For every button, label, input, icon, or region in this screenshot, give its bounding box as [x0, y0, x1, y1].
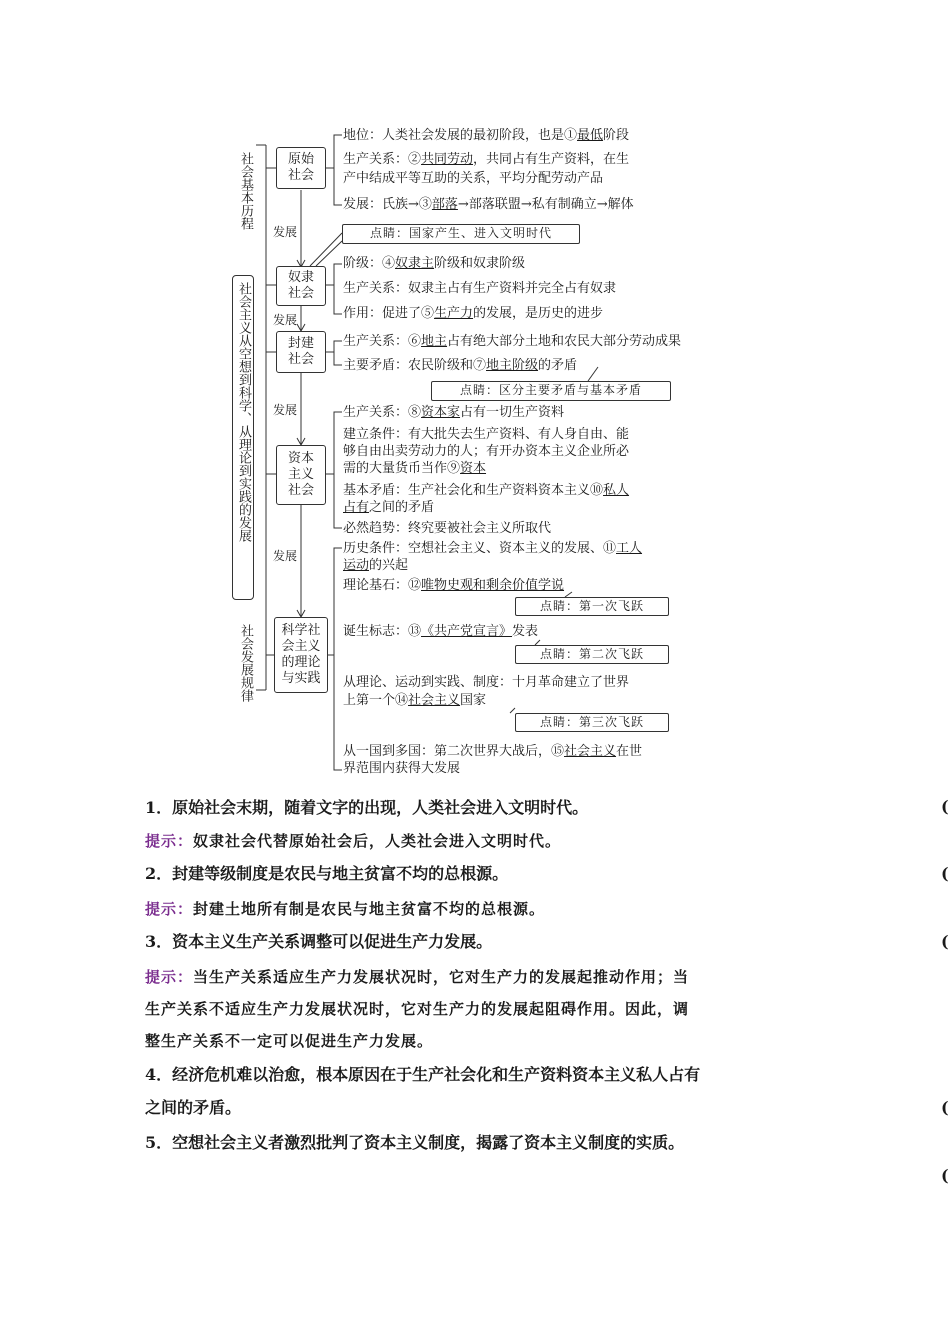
- primitive-dev: 发展：氏族→③部落→部落联盟→私有制确立→解体: [343, 197, 634, 212]
- capitalist-basic: 基本矛盾：生产社会化和生产资料资本主义⑩私人: [343, 483, 630, 498]
- hint-3-line2: 生产关系不适应生产力发展状况时，它对生产力的发展起阻碍作用。因此，调: [145, 1000, 690, 1018]
- stage-scientific: 科学社会主义的理论与实践: [274, 617, 328, 693]
- feudal-relation: 生产关系：⑥地主占有绝大部分土地和农民大部分劳动成果: [343, 334, 682, 349]
- blank-4: 奴隶主: [395, 256, 435, 271]
- develop-label: 发展: [273, 403, 298, 417]
- slave-relation: 生产关系：奴隶主占有生产资料并完全占有奴隶: [343, 281, 617, 296]
- answer-paren: (: [941, 864, 949, 883]
- hint-3-line1: 提示：当生产关系适应生产力发展状况时，它对生产力的发展起推动作用；当: [145, 968, 690, 986]
- question-4-line1: 4．经济危机难以治愈，根本原因在于生产社会化和生产资料资本主义私人占有: [145, 1065, 701, 1084]
- note-first-leap: 点睛：第一次飞跃: [515, 597, 669, 616]
- hint-label: 提示：: [145, 832, 194, 850]
- develop-label: 发展: [273, 225, 298, 239]
- hint-3-line3: 整生产关系不一定可以促进生产力发展。: [145, 1032, 434, 1050]
- blank-9: 资本: [460, 461, 487, 476]
- scientific-history-line2: 运动的兴起: [343, 558, 409, 573]
- blank-13: 《共产党宣言》: [421, 624, 513, 639]
- slave-class: 阶级：④奴隶主阶级和奴隶阶级: [343, 256, 526, 271]
- note-third-leap: 点睛：第三次飞跃: [515, 713, 669, 732]
- hint-label: 提示：: [145, 968, 194, 986]
- stage-slave: 奴隶社会: [276, 266, 326, 306]
- scientific-history: 历史条件：空想社会主义、资本主义的发展、⑪工人: [343, 541, 643, 556]
- primitive-relation-line2: 产中结成平等互助的关系，平均分配劳动产品: [343, 171, 604, 186]
- scientific-theory: 理论基石：⑫唯物史观和剩余价值学说: [343, 578, 565, 593]
- feudal-contradiction: 主要矛盾：农民阶级和⑦地主阶级的矛盾: [343, 358, 578, 373]
- capitalist-basic-line2: 占有之间的矛盾: [343, 500, 435, 515]
- blank-8: 资本家: [421, 405, 461, 420]
- slave-effect: 作用：促进了⑤生产力的发展，是历史的进步: [343, 306, 604, 321]
- primitive-relation: 生产关系：②共同劳动，共同占有生产资料，在生: [343, 152, 630, 167]
- stage-capitalist: 资本主义社会: [276, 445, 326, 505]
- hint-1: 提示：奴隶社会代替原始社会后，人类社会进入文明时代。: [145, 832, 562, 850]
- hint-label: 提示：: [145, 900, 194, 918]
- note-second-leap: 点睛：第二次飞跃: [515, 645, 669, 664]
- develop-label: 发展: [273, 313, 298, 327]
- left-center-label: 社会主义从空想到科学、从理论到实践的发展: [236, 282, 251, 542]
- question-1: 1．原始社会末期，随着文字的出现，人类社会进入文明时代。: [145, 798, 589, 817]
- capitalist-conditions-3: 需的大量货币当作⑨资本: [343, 461, 487, 476]
- blank-15: 社会主义: [564, 744, 617, 759]
- capitalist-trend: 必然趋势：终究要被社会主义所取代: [343, 521, 552, 536]
- blank-10: 私人: [603, 483, 630, 498]
- scientific-practice-line2: 上第一个⑭社会主义国家: [343, 693, 487, 708]
- blank-6: 地主: [421, 334, 448, 349]
- note-contradictions: 点睛：区分主要矛盾与基本矛盾: [431, 381, 671, 401]
- blank-12: 唯物史观和剩余价值学说: [421, 578, 565, 593]
- left-top-label: 社会基本历程: [238, 152, 253, 230]
- blank-3: 部落: [431, 197, 458, 212]
- answer-paren: (: [941, 797, 949, 816]
- stage-feudal: 封建社会: [276, 331, 326, 373]
- capitalist-conditions-1: 建立条件：有大批失去生产资料、有人身自由、能: [343, 427, 630, 442]
- blank-14: 社会主义: [408, 693, 461, 708]
- capitalist-relation: 生产关系：⑧资本家占有一切生产资料: [343, 405, 565, 420]
- blank-2: 共同劳动: [421, 152, 474, 167]
- answer-paren: (: [941, 932, 949, 951]
- left-bottom-label: 社会发展规律: [238, 624, 253, 702]
- stage-primitive: 原始社会: [276, 147, 326, 189]
- develop-label: 发展: [273, 549, 298, 563]
- question-3: 3．资本主义生产关系调整可以促进生产力发展。: [145, 932, 493, 951]
- hint-2: 提示：封建土地所有制是农民与地主贫富不均的总根源。: [145, 900, 546, 918]
- blank-5: 生产力: [434, 306, 474, 321]
- question-4-line2: 之间的矛盾。: [145, 1098, 242, 1117]
- blank-7: 地主阶级: [486, 358, 539, 373]
- note-state-emergence: 点睛：国家产生、进入文明时代: [342, 224, 580, 244]
- scientific-world: 从一国到多国：第二次世界大战后，⑮社会主义在世: [343, 744, 643, 759]
- question-2: 2．封建等级制度是农民与地主贫富不均的总根源。: [145, 864, 509, 883]
- answer-paren: (: [941, 1166, 949, 1185]
- blank-1: 最低: [577, 128, 604, 143]
- scientific-birth: 诞生标志：⑬《共产党宣言》发表: [343, 624, 539, 639]
- scientific-practice: 从理论、运动到实践、制度：十月革命建立了世界: [343, 675, 630, 690]
- question-5: 5．空想社会主义者激烈批判了资本主义制度，揭露了资本主义制度的实质。: [145, 1133, 685, 1152]
- primitive-status: 地位：人类社会发展的最初阶段，也是①最低阶段: [343, 128, 630, 143]
- answer-paren: (: [941, 1098, 949, 1117]
- capitalist-conditions-2: 够自由出卖劳动力的人；有开办资本主义企业所必: [343, 444, 630, 459]
- scientific-world-line2: 界范围内获得大发展: [343, 761, 461, 776]
- blank-11: 工人: [616, 541, 643, 556]
